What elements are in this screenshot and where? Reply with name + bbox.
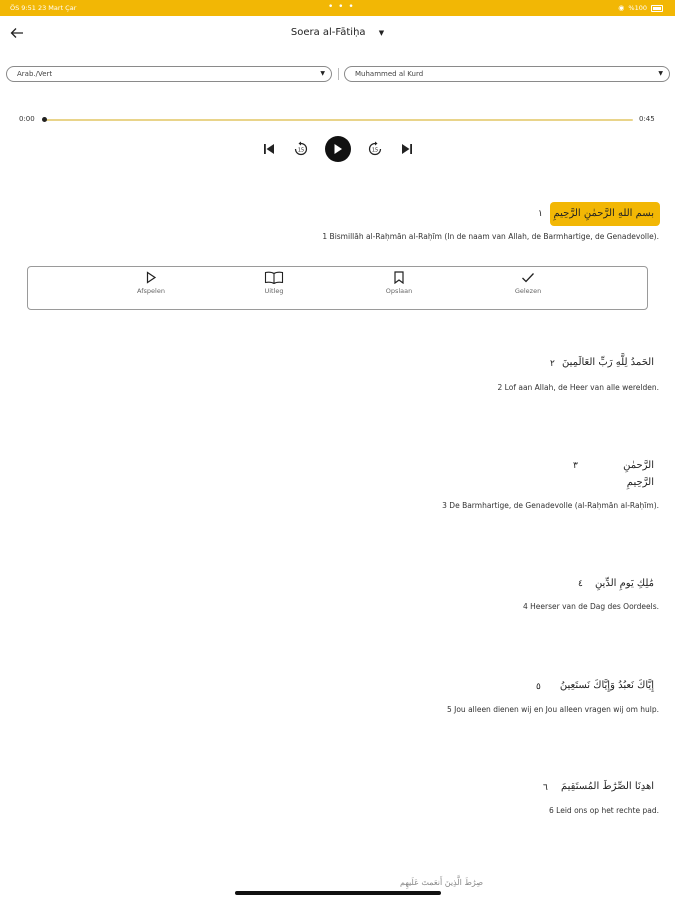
verse-4-number: ٤ xyxy=(578,579,583,589)
verse-3-arabic-line2[interactable]: الرَّحِيمِ xyxy=(626,477,654,488)
status-right xyxy=(618,4,663,12)
home-indicator[interactable] xyxy=(235,891,441,895)
verse-5-arabic[interactable]: إِيَّاكَ نَعبُدُ وَإِيَّاكَ نَستَعِينُ xyxy=(559,680,654,691)
rewind-15-icon xyxy=(293,141,309,157)
page-title: Soera al-Fātiḥa xyxy=(290,27,366,38)
battery-percent: %100 xyxy=(628,4,647,12)
verse-5-number: ٥ xyxy=(536,682,541,692)
skip-previous-icon xyxy=(262,143,276,155)
bookmark-button[interactable] xyxy=(364,271,434,295)
wifi-icon: ◉ xyxy=(618,4,625,12)
play-button[interactable] xyxy=(325,136,351,162)
next-verse-preview: صِرَٰطَ الَّذِينَ أَنعَمتَ عَلَيهِم xyxy=(400,878,484,887)
svg-text:15: 15 xyxy=(371,147,379,154)
previous-button[interactable] xyxy=(260,140,278,158)
forward-button[interactable] xyxy=(365,140,385,158)
verse-6-translation[interactable]: 6 Leid ons op het rechte pad. xyxy=(549,806,659,815)
svg-text:15: 15 xyxy=(297,147,305,154)
verse-2-translation[interactable]: 2 Lof aan Allah, de Heer van alle werelden. xyxy=(497,383,659,392)
surah-title-selector[interactable] xyxy=(0,27,675,38)
verse-6-arabic[interactable]: اهدِنَا الصِّرَٰطَ المُستَقِيمَ xyxy=(560,781,654,792)
audio-progress-thumb[interactable] xyxy=(42,117,47,122)
play-verse-button[interactable] xyxy=(116,271,186,295)
verse-4-arabic[interactable]: مَٰلِكِ يَومِ الدِّينِ xyxy=(594,578,654,589)
play-outline-icon xyxy=(145,271,157,284)
verse-2-arabic[interactable]: الحَمدُ لِلَّهِ رَبِّ العَالَمِينَ xyxy=(562,357,654,368)
verse-action-bar xyxy=(27,266,648,310)
skip-next-icon xyxy=(400,143,414,155)
verse-3-number: ٣ xyxy=(573,461,578,471)
script-select-value: Arab./Vert xyxy=(17,70,53,78)
total-time: 0:45 xyxy=(639,115,655,123)
forward-15-icon xyxy=(367,141,383,157)
tafsir-label: Uitleg xyxy=(264,287,284,295)
verse-4-translation[interactable]: 4 Heerser van de Dag des Oordeels. xyxy=(522,602,659,611)
book-open-icon xyxy=(264,271,284,284)
status-time-date: ÖS 9:51 23 Mart Çar xyxy=(10,4,77,12)
verse-3-translation[interactable]: 3 De Barmhartige, de Genadevolle (al-Raḥmān al-Raḥīm). xyxy=(442,501,659,510)
verse-1-arabic[interactable]: بسم اللهِ الرَّحمٰنِ الرَّحِيمِ xyxy=(553,208,654,219)
verse-5-translation[interactable]: 5 Jou alleen dienen wij en Jou alleen vragen wij om hulp. xyxy=(446,705,659,714)
mark-read-button[interactable] xyxy=(493,271,563,295)
verse-2-number: ٢ xyxy=(550,359,555,369)
caret-down-icon: ▼ xyxy=(658,70,663,77)
next-button[interactable] xyxy=(398,140,416,158)
status-bar xyxy=(0,0,675,16)
checkmark-icon xyxy=(521,271,535,284)
audio-progress-slider[interactable] xyxy=(43,119,633,121)
verse-3-arabic[interactable]: الرَّحمٰنِ xyxy=(623,460,654,471)
mark-read-label: Gelezen xyxy=(514,287,542,295)
caret-down-icon: ▼ xyxy=(378,29,385,37)
tafsir-button[interactable] xyxy=(239,271,309,295)
bookmark-label: Opslaan xyxy=(385,287,413,295)
reciter-select-value: Muhammed al Kurd xyxy=(355,70,424,78)
script-select[interactable] xyxy=(6,66,332,82)
play-verse-label: Afspelen xyxy=(137,287,165,295)
multitask-dots[interactable]: • • • xyxy=(328,2,355,12)
battery-icon xyxy=(651,5,663,12)
bookmark-icon xyxy=(393,271,405,284)
elapsed-time: 0:00 xyxy=(19,115,35,123)
verse-1-translation[interactable]: 1 Bismillāh al-Raḥmān al-Raḥīm (In de naam van Allah, de Barmhartige, de Genadevolle). xyxy=(322,232,659,241)
reciter-select[interactable] xyxy=(344,66,670,82)
caret-down-icon: ▼ xyxy=(320,70,325,77)
verse-6-number: ٦ xyxy=(543,783,548,793)
verse-1-number: ١ xyxy=(538,209,543,219)
play-icon xyxy=(333,143,343,155)
rewind-button[interactable] xyxy=(291,140,311,158)
selector-divider xyxy=(338,68,339,80)
